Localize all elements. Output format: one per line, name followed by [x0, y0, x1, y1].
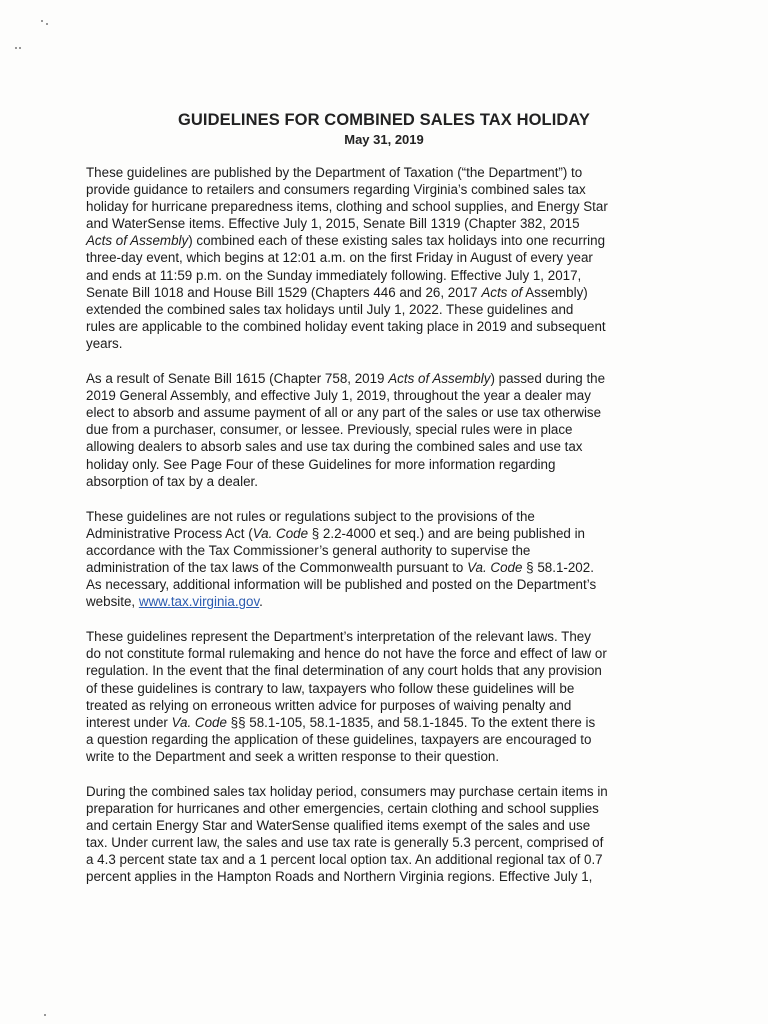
italic-citation: Acts of: [481, 284, 523, 300]
text-line: and ends at 11:59 p.m. on the Sunday immediately following. Effective July 1, 2017,: [86, 267, 582, 283]
text-line: 2019 General Assembly, and effective July 1, 2019, throughout the year a dealer may: [86, 388, 591, 404]
text-line: These guidelines are published by the Department of Taxation (“the Department”) to: [86, 165, 583, 180]
document-body: [86, 164, 686, 904]
scan-speck: [46, 23, 48, 25]
scan-speck: [15, 47, 17, 49]
website-link[interactable]: www.tax.virginia.gov: [138, 594, 260, 610]
text-line: accordance with the Tax Commissioner’s general authority to supervise the: [86, 542, 531, 558]
paragraph: [86, 508, 686, 611]
text-line: During the combined sales tax holiday period, consumers may purchase certain items in: [86, 784, 608, 799]
paragraph: [86, 164, 686, 352]
text-line: As a result of Senate Bill 1615 (Chapter 758, 2019 Acts of Assembly) passed during the: [86, 371, 606, 387]
text-line: absorption of tax by a dealer.: [86, 473, 258, 489]
text-line: Acts of Assembly) combined each of these existing sales tax holidays into one recurring: [86, 233, 606, 249]
text-line: tax. Under current law, the sales and use tax rate is generally 5.3 percent, comprised of: [86, 835, 604, 851]
text-line: Senate Bill 1018 and House Bill 1529 (Chapters 446 and 26, 2017 Acts of Assembly): [86, 284, 588, 300]
document-date: May 31, 2019: [344, 132, 424, 147]
text-line: administration of the tax laws of the Commonwealth pursuant to Va. Code § 58.1-202.: [86, 559, 594, 575]
italic-citation: Acts of Assembly: [86, 233, 189, 249]
text-line: a 4.3 percent state tax and a 1 percent local option tax. An additional regional tax of 0.7: [86, 852, 603, 868]
text-line: rules are applicable to the combined holiday event taking place in 2019 and subsequent: [86, 318, 606, 334]
text-line: website, www.tax.virginia.gov.: [86, 594, 263, 610]
text-line: elect to absorb and assume payment of all or any part of the sales or use tax otherwise: [86, 405, 602, 421]
text-line: a question regarding the application of these guidelines, taxpayers are encouraged to: [86, 731, 592, 747]
text-line: Administrative Process Act (Va. Code § 2.2-4000 et seq.) and are being published in: [86, 525, 585, 541]
scan-speck: [41, 20, 43, 22]
text-line: holiday for hurricane preparedness items, clothing and school supplies, and Energy Star: [86, 199, 608, 215]
text-line: treated as relying on erroneous written advice for purposes of waiving penalty and: [86, 697, 572, 713]
text-line: regulation. In the event that the final determination of any court holds that any provision: [86, 663, 602, 679]
text-line: years.: [86, 335, 123, 351]
text-line: preparation for hurricanes and other emergencies, certain clothing and school supplies: [86, 801, 599, 817]
italic-citation: Va. Code: [171, 714, 227, 730]
text-line: three-day event, which begins at 12:01 a.m. on the first Friday in August of every year: [86, 250, 593, 266]
text-line: of these guidelines is contrary to law, taxpayers who follow these guidelines will be: [86, 680, 575, 696]
italic-citation: Acts of Assembly: [388, 371, 491, 387]
text-line: provide guidance to retailers and consumers regarding Virginia’s combined sales tax: [86, 182, 586, 198]
text-line: interest under Va. Code §§ 58.1-105, 58.1-1835, and 58.1-1845. To the extent there is: [86, 714, 596, 730]
text-line: As necessary, additional information will be published and posted on the Department’s: [86, 577, 597, 593]
text-line: These guidelines represent the Department’s interpretation of the relevant laws. They: [86, 629, 591, 645]
text-line: do not constitute formal rulemaking and hence do not have the force and effect of law or: [86, 646, 607, 662]
text-line: due from a purchaser, consumer, or lessee. Previously, special rules were in place: [86, 422, 573, 438]
scan-speck: [44, 1014, 46, 1016]
paragraph: [86, 370, 686, 490]
document-title: GUIDELINES FOR COMBINED SALES TAX HOLIDAY: [177, 111, 591, 129]
text-line: extended the combined sales tax holidays until July 1, 2022. These guidelines and: [86, 301, 574, 317]
text-line: and WaterSense items. Effective July 1, 2015, Senate Bill 1319 (Chapter 382, 2015: [86, 216, 580, 232]
italic-citation: Va. Code: [252, 525, 309, 541]
text-line: percent applies in the Hampton Roads and Northern Virginia regions. Effective July 1,: [86, 869, 593, 885]
paragraph: [86, 783, 686, 886]
paragraph: [86, 628, 686, 765]
italic-citation: Va. Code: [467, 559, 523, 575]
text-line: holiday only. See Page Four of these Guidelines for more information regarding: [86, 456, 556, 472]
text-line: allowing dealers to absorb sales and use tax during the combined sales and use tax: [86, 439, 583, 455]
scan-speck: [19, 47, 21, 49]
text-line: These guidelines are not rules or regulations subject to the provisions of the: [86, 508, 535, 524]
text-line: and certain Energy Star and WaterSense qualified items exempt of the sales and use: [86, 818, 591, 834]
text-line: write to the Department and seek a written response to their question.: [86, 748, 500, 764]
